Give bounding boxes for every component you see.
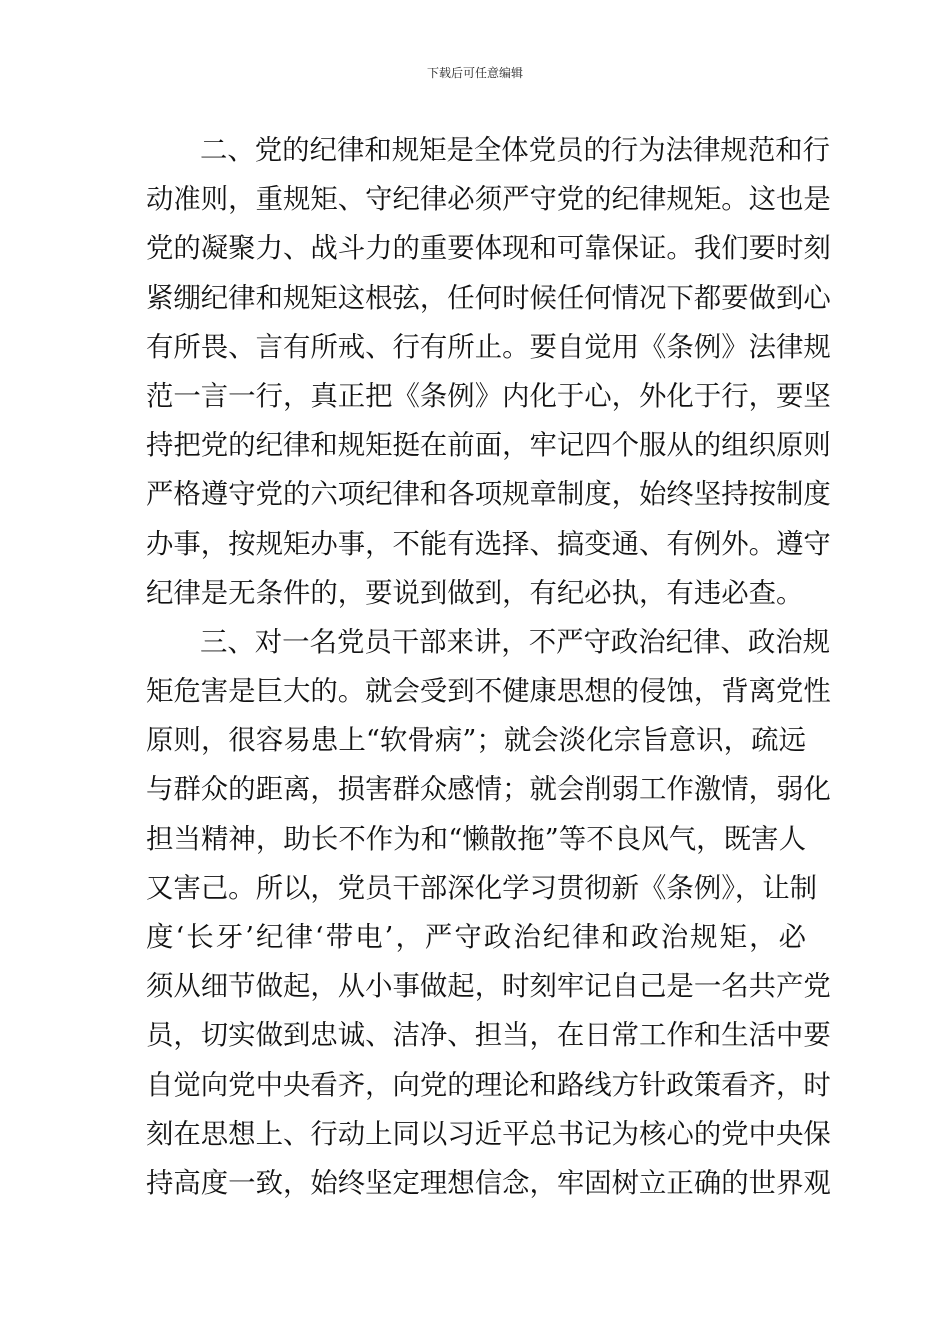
text-line: 须从细节做起，从小事做起，时刻牢记自己是一名共产党 — [146, 971, 831, 1003]
text-line: 持高度一致，始终坚定理想信念，牢固树立正确的世界观 — [146, 1167, 831, 1199]
text-line: 严格遵守党的六项纪律和各项规章制度，始终坚持按制度 — [146, 479, 831, 511]
text-line: 原则，很容易患上“软骨病”；就会淡化宗旨意识，疏远 — [146, 725, 806, 757]
text-line: 员，切实做到忠诚、洁净、担当，在日常工作和生活中要 — [146, 1020, 831, 1052]
body-text — [146, 126, 831, 1208]
text-line: 二、党的纪律和规矩是全体党员的行为法律规范和行 — [200, 135, 830, 166]
text-line: 与群众的距离，损害群众感情；就会削弱工作激情，弱化 — [146, 774, 831, 806]
text-line: 办事，按规矩办事，不能有选择、搞变通、有例外。遵守 — [146, 528, 831, 560]
text-line: 有所畏、言有所戒、行有所止。要自觉用《条例》法律规 — [146, 331, 831, 363]
text-line: 担当精神，助长不作为和“懒散拖”等不良风气，既害人 — [146, 823, 806, 855]
text-line: 持把党的纪律和规矩挺在前面，牢记四个服从的组织原则 — [146, 430, 831, 462]
text-line: 动准则，重规矩、守纪律必须严守党的纪律规矩。这也是 — [146, 184, 831, 216]
text-line: 党的凝聚力、战斗力的重要体现和可靠保证。我们要时刻 — [146, 233, 831, 265]
text-line: 范一言一行，真正把《条例》内化于心，外化于行，要坚 — [146, 380, 831, 412]
text-line: 又害己。所以，党员干部深化学习贯彻新《条例》，让制 — [146, 872, 818, 904]
text-line: 矩危害是巨大的。就会受到不健康思想的侵蚀，背离党性 — [146, 676, 831, 708]
text-line: 纪律是无条件的，要说到做到，有纪必执，有违必查。 — [146, 577, 804, 609]
text-line: 自觉向党中央看齐，向党的理论和路线方针政策看齐，时 — [146, 1069, 831, 1101]
text-line: 度‘长牙’纪律‘带电’，严守政治纪律和政治规矩，必 — [146, 922, 806, 953]
text-line: 紧绷纪律和规矩这根弦，任何时候任何情况下都要做到心 — [146, 282, 831, 314]
page-header: 下载后可任意编辑 — [426, 66, 523, 80]
text-line: 刻在思想上、行动上同以习近平总书记为核心的党中央保 — [146, 1118, 831, 1150]
text-line: 三、对一名党员干部来讲，不严守政治纪律、政治规 — [200, 626, 830, 658]
